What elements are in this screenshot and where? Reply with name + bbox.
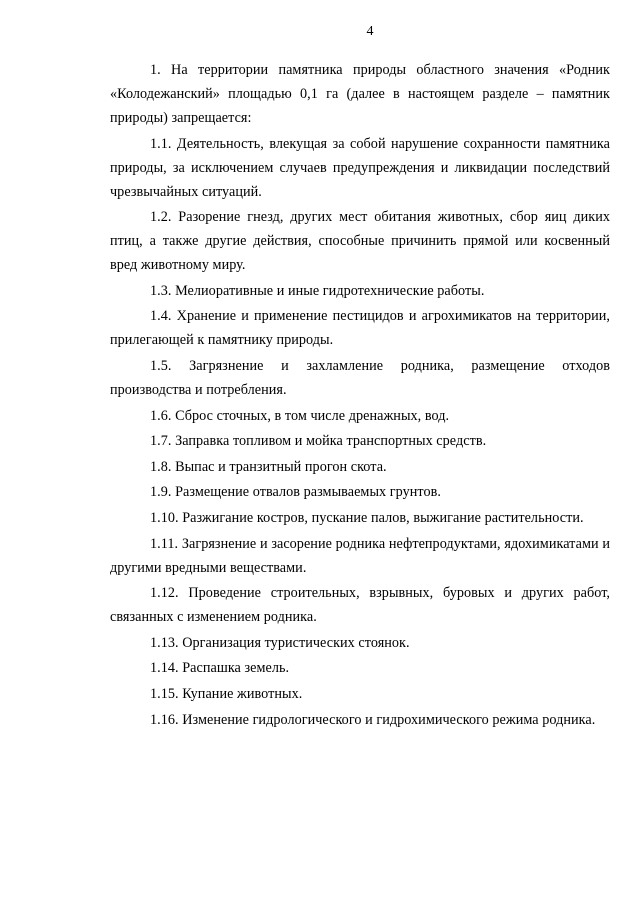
paragraph-1: 1. На территории памятника природы областного значения «Родник «Колодежанский» площадью 0,1 га (далее в настоящем разделе – памятник природы) запрещается: (110, 62, 610, 126)
paragraph-1-9: 1.9. Размещение отвалов размываемых грунтов. (150, 484, 441, 501)
paragraph-1-10: 1.10. Разжигание костров, пускание палов, выжигание растительности. (150, 509, 584, 526)
paragraph-1-1: 1.1. Деятельность, влекущая за собой нарушение сохранности памятника природы, за исключением случаев предупреждения и ликвидации последствий чрезвычайных ситуаций. (110, 135, 610, 200)
paragraph-1-12: 1.12. Проведение строительных, взрывных, буровых и других работ, связанных с изменением родника. (110, 585, 610, 626)
paragraph-1-3: 1.3. Мелиоративные и иные гидротехнические работы. (150, 282, 485, 299)
paragraph-1-16: 1.16. Изменение гидрологического и гидрохимического режима родника. (150, 711, 596, 728)
paragraph-1-6: 1.6. Сброс сточных, в том числе дренажных, вод. (150, 407, 450, 424)
paragraph-1-5: 1.5. Загрязнение и захламление родника, размещение отходов производства и потребления. (110, 357, 610, 398)
paragraph-1-4: 1.4. Хранение и применение пестицидов и агрохимикатов на территории, прилегающей к памятнику природы. (110, 308, 610, 349)
page-number: 4 (366, 24, 374, 39)
paragraph-1-15: 1.15. Купание животных. (150, 685, 303, 702)
paragraph-1-8: 1.8. Выпас и транзитный прогон скота. (150, 458, 387, 475)
paragraph-1-13: 1.13. Организация туристических стоянок. (150, 634, 410, 651)
paragraph-1-14: 1.14. Распашка земель. (150, 660, 290, 677)
paragraph-1-2: 1.2. Разорение гнезд, других мест обитания животных, сбор яиц диких птиц, а также другие действия, способные причинить прямой или косвенный вред животному миру. (110, 209, 610, 274)
paragraph-1-7: 1.7. Заправка топливом и мойка транспортных средств. (150, 433, 487, 450)
paragraph-1-11: 1.11. Загрязнение и засорение родника нефтепродуктами, ядохимикатами и другими вредными веществами. (110, 535, 610, 576)
